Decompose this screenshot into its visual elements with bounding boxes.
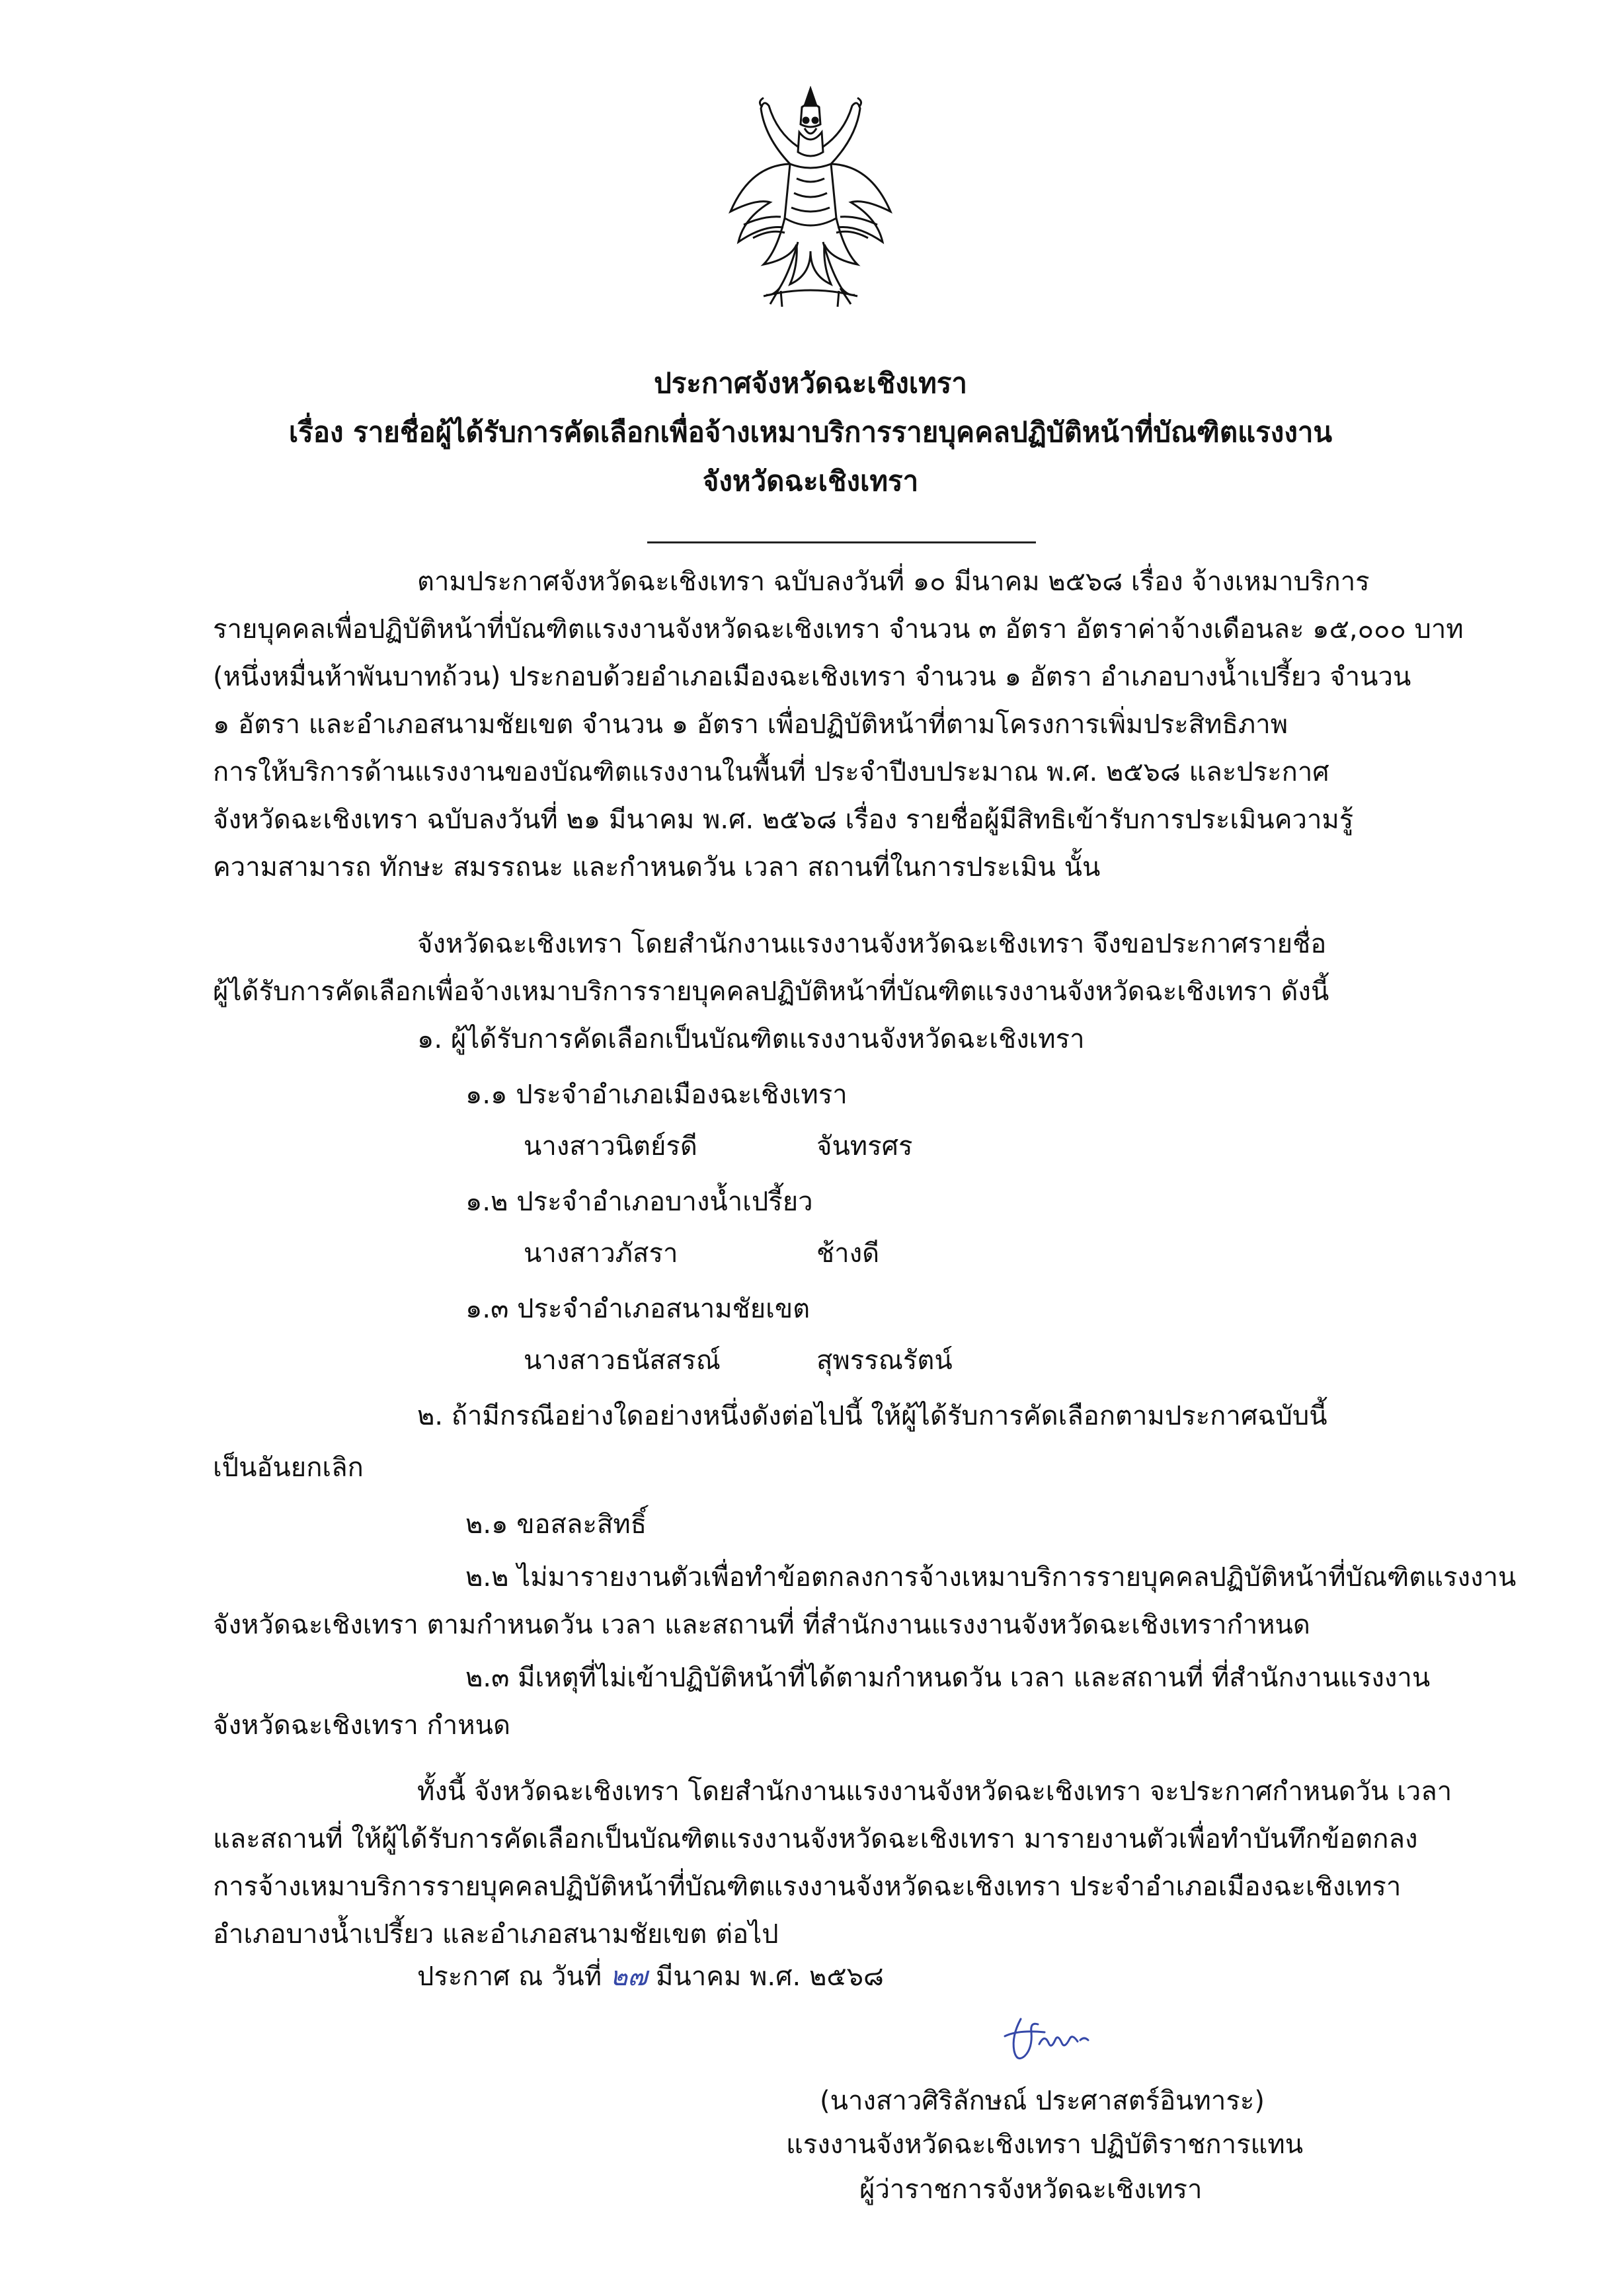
selected-name-1-last: จันทรศร [816,1131,913,1162]
paragraph-1-line: ความสามารถ ทักษะ สมรรถนะ และกำหนดวัน เวลา สถานที่ในการประเมิน นั้น [213,852,1101,883]
list-item-2-continuation: เป็นอันยกเลิก [213,1452,364,1483]
list-item-2-1: ๒.๑ ขอสละสิทธิ์ [465,1509,647,1540]
list-item-2-3: ๒.๓ มีเหตุที่ไม่เข้าปฏิบัติหน้าที่ได้ตามกำหนดวัน เวลา และสถานที่ ที่สำนักงานแรงงาน [465,1663,1431,1693]
paragraph-1-line: การให้บริการด้านแรงงานของบัณฑิตแรงงานในพื้นที่ ประจำปีงบประมาณ พ.ศ. ๒๕๖๘ และประกาศ [213,757,1329,787]
signatory-position-line1: แรงงานจังหวัดฉะเชิงเทรา ปฏิบัติราชการแทน [786,2129,1304,2160]
date-prefix: ประกาศ ณ วันที่ [417,1961,602,1992]
selected-name-2-first: นางสาวภัสรา [524,1238,678,1269]
handwritten-signature [998,2010,1124,2069]
list-item-2-2-continuation: จังหวัดฉะเชิงเทรา ตามกำหนดวัน เวลา และสถานที่ ที่สำนักงานแรงงานจังหวัดฉะเชิงเทรากำหนด [213,1610,1310,1640]
selected-name-2-last: ช้างดี [816,1238,880,1269]
date-day-handwritten: ๒๗ [610,1961,648,1992]
paragraph-1-line: ๑ อัตรา และอำเภอสนามชัยเขต จำนวน ๑ อัตรา เพื่อปฏิบัติหน้าที่ตามโครงการเพิ่มประสิทธิภาพ [213,709,1288,740]
paragraph-2-line: ผู้ได้รับการคัดเลือกเพื่อจ้างเหมาบริการรายบุคคลปฏิบัติหน้าที่บัณฑิตแรงงานจังหวัดฉะเชิงเทรา ดังนี้ [213,976,1329,1007]
paragraph-3-line: และสถานที่ ให้ผู้ได้รับการคัดเลือกเป็นบัณฑิตแรงงานจังหวัดฉะเชิงเทรา มารายงานตัวเพื่อทำบันทึกข้อตกลง [213,1824,1418,1854]
announcement-date [417,1956,884,1998]
selected-name-3-first: นางสาวธนัสสรณ์ [524,1345,721,1376]
document-subject-line2: จังหวัดฉะเชิงเทรา [702,465,919,497]
selected-name-3-last: สุพรรณรัตน์ [816,1345,953,1376]
list-item-1: ๑. ผู้ได้รับการคัดเลือกเป็นบัณฑิตแรงงานจังหวัดฉะเชิงเทรา [417,1024,1085,1054]
paragraph-1-line: จังหวัดฉะเชิงเทรา ฉบับลงวันที่ ๒๑ มีนาคม พ.ศ. ๒๕๖๘ เรื่อง รายชื่อผู้มีสิทธิเข้ารับการประเมินความรู้ [213,805,1354,835]
paragraph-1-line: รายบุคคลเพื่อปฏิบัติหน้าที่บัณฑิตแรงงานจังหวัดฉะเชิงเทรา จำนวน ๓ อัตรา อัตราค่าจ้างเดือนละ ๑๕,๐๐๐ บาท [213,614,1464,645]
document-title: ประกาศจังหวัดฉะเชิงเทรา [654,367,967,399]
signatory-name: (นางสาวศิริลักษณ์ ประศาสตร์อินทาระ) [820,2086,1265,2116]
title-divider [647,541,1036,543]
garuda-emblem-icon [724,86,897,311]
list-item-2-3-continuation: จังหวัดฉะเชิงเทรา กำหนด [213,1710,510,1741]
paragraph-3-line: อำเภอบางน้ำเปรี้ยว และอำเภอสนามชัยเขต ต่อไป [213,1919,779,1950]
list-item-2: ๒. ถ้ามีกรณีอย่างใดอย่างหนึ่งดังต่อไปนี้ ให้ผู้ได้รับการคัดเลือกตามประกาศฉบับนี้ [417,1401,1327,1431]
list-item-1-1: ๑.๑ ประจำอำเภอเมืองฉะเชิงเทรา [465,1080,848,1110]
paragraph-1-line: ตามประกาศจังหวัดฉะเชิงเทรา ฉบับลงวันที่ ๑๐ มีนาคม ๒๕๖๘ เรื่อง จ้างเหมาบริการ [417,567,1370,597]
document-subject-line1: เรื่อง รายชื่อผู้ได้รับการคัดเลือกเพื่อจ้างเหมาบริการรายบุคคลปฏิบัติหน้าที่บัณฑิตแรงงาน [288,416,1333,448]
signatory-position-line2: ผู้ว่าราชการจังหวัดฉะเชิงเทรา [859,2174,1203,2205]
selected-name-1-first: นางสาวนิตย์รดี [524,1131,697,1162]
paragraph-3-line: ทั้งนี้ จังหวัดฉะเชิงเทรา โดยสำนักงานแรงงานจังหวัดฉะเชิงเทรา จะประกาศกำหนดวัน เวลา [417,1776,1452,1807]
date-suffix: มีนาคม พ.ศ. ๒๕๖๘ [656,1961,884,1992]
list-item-2-2: ๒.๒ ไม่มารายงานตัวเพื่อทำข้อตกลงการจ้างเหมาบริการรายบุคคลปฏิบัติหน้าที่บัณฑิตแรงงาน [465,1562,1517,1593]
list-item-1-2: ๑.๒ ประจำอำเภอบางน้ำเปรี้ยว [465,1187,813,1217]
paragraph-1-line: (หนึ่งหมื่นห้าพันบาทถ้วน) ประกอบด้วยอำเภอเมืองฉะเชิงเทรา จำนวน ๑ อัตรา อำเภอบางน้ำเปรี้ยว จำนวน [213,662,1411,692]
list-item-1-3: ๑.๓ ประจำอำเภอสนามชัยเขต [465,1294,810,1324]
paragraph-3-line: การจ้างเหมาบริการรายบุคคลปฏิบัติหน้าที่บัณฑิตแรงงานจังหวัดฉะเชิงเทรา ประจำอำเภอเมืองฉะเชิงเทรา [213,1872,1402,1902]
paragraph-2-line: จังหวัดฉะเชิงเทรา โดยสำนักงานแรงงานจังหวัดฉะเชิงเทรา จึงขอประกาศรายชื่อ [417,929,1327,959]
